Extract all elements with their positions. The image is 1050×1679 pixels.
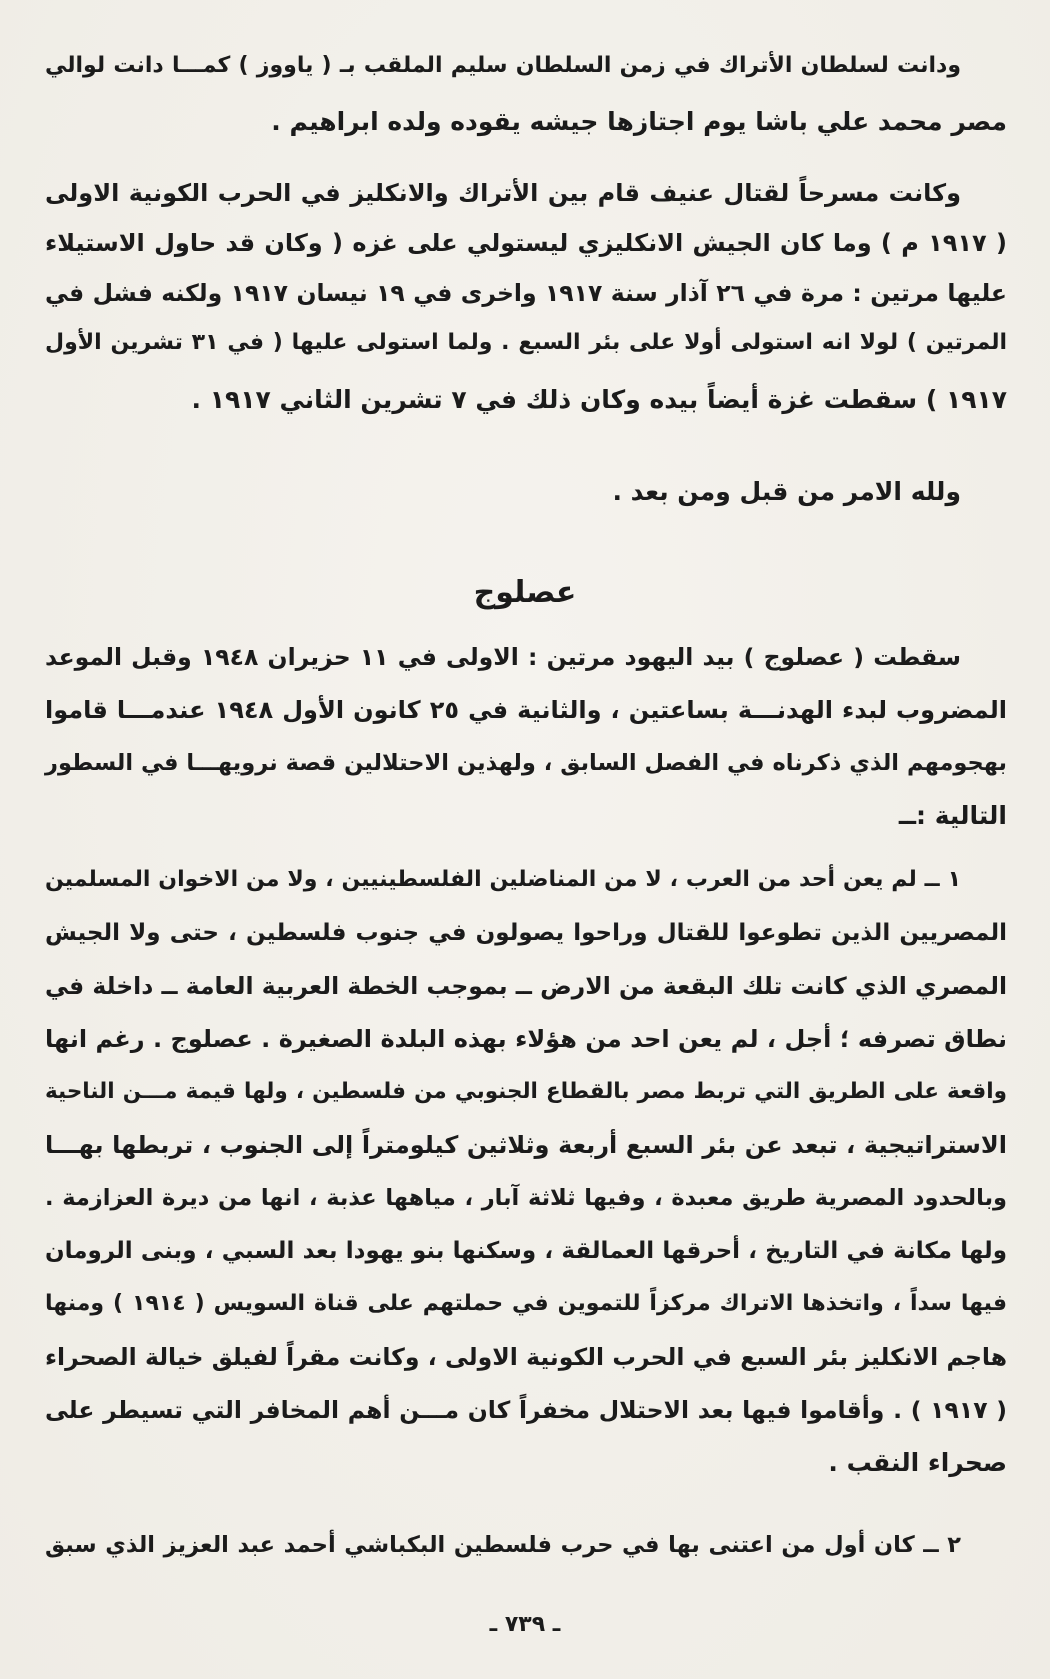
text-line: المصري الذي كانت تلك البقعة من الارض ــ بموجب الخطة العربية العامة ــ داخلة في bbox=[45, 972, 1007, 1000]
text-line: ١ ــ لم يعن أحد من العرب ، لا من المناضلين الفلسطينيين ، ولا من الاخوان المسلمين bbox=[45, 867, 961, 892]
text-line: فيها سداً ، واتخذها الاتراك مركزاً للتموين في حملتهم على قناة السويس ( ١٩١٤ ) ومنها bbox=[45, 1291, 1008, 1316]
text-line: الاستراتيجية ، تبعد عن بئر السبع أربعة وثلاثين كيلومتراً إلى الجنوب ، تربطها بهـــا bbox=[45, 1131, 1007, 1159]
text-line: ٢ ــ كان أول من اعتنى بها في حرب فلسطين البكباشي أحمد عبد العزيز الذي سبق bbox=[45, 1532, 961, 1558]
text-line: المصريين الذين تطوعوا للقتال وراحوا يصولون في جنوب فلسطين ، حتى ولا الجيش bbox=[45, 920, 1007, 946]
text-line: هاجم الانكليز بئر السبع في الحرب الكونية الاولى ، وكانت مقراً لفيلق خيالة الصحراء bbox=[45, 1343, 1007, 1371]
text-line: بهجومهم الذي ذكرناه في الفصل السابق ، ولهذين الاحتلالين قصة نرويهـــا في السطور bbox=[45, 750, 1007, 776]
text-line: ( ١٩١٧ ) . وأقاموا فيها بعد الاحتلال مخفراً كان مـــن أهم المخافر التي تسيطر على bbox=[45, 1396, 1007, 1424]
section-heading: عصلوج bbox=[473, 575, 577, 610]
text-line: ولله الامر من قبل ومن بعد . bbox=[612, 477, 961, 506]
text-line: وكانت مسرحاً لقتال عنيف قام بين الأتراك والانكليز في الحرب الكونية الاولى bbox=[45, 179, 961, 207]
text-line: عليها مرتين : مرة في ٢٦ آذار سنة ١٩١٧ واخرى في ١٩ نيسان ١٩١٧ ولكنه فشل في bbox=[45, 279, 1007, 307]
text-line: المضروب لبدء الهدنـــة بساعتين ، والثانية في ٢٥ كانون الأول ١٩٤٨ عندمـــا قاموا bbox=[45, 696, 1008, 724]
text-line: صحراء النقب . bbox=[828, 1448, 1007, 1477]
text-line: ولها مكانة في التاريخ ، أحرقها العمالقة ، وسكنها بنو يهودا بعد السبي ، وبنى الرومان bbox=[45, 1238, 1007, 1264]
page-number: ـ ٧٣٩ ـ bbox=[489, 1612, 561, 1637]
text-line: التالية :ــ bbox=[898, 801, 1007, 830]
text-line: مصر محمد علي باشا يوم اجتازها جيشه يقوده ولده ابراهيم . bbox=[271, 107, 1007, 136]
text-line: المرتين ) لولا انه استولى أولا على بئر السبع . ولما استولى عليها ( في ٣١ تشرين الأول bbox=[45, 330, 1008, 355]
text-line: ودانت لسلطان الأتراك في زمن السلطان سليم الملقب بـ ( ياووز ) كمـــا دانت لوالي bbox=[45, 53, 961, 78]
text-line: وبالحدود المصرية طريق معبدة ، وفيها ثلاثة آبار ، مياهها عذبة ، انها من ديرة العزازمة . bbox=[45, 1185, 1007, 1211]
text-line: واقعة على الطريق التي تربط مصر بالقطاع الجنوبي من فلسطين ، ولها قيمة مـــن الناحية bbox=[45, 1079, 1007, 1104]
text-line: نطاق تصرفه ؛ أجل ، لم يعن احد من هؤلاء بهذه البلدة الصغيرة . عصلوج . رغم انها bbox=[45, 1025, 1007, 1053]
text-line: ( ١٩١٧ م ) وما كان الجيش الانكليزي ليستولي على غزه ( وكان قد حاول الاستيلاء bbox=[45, 229, 1007, 257]
text-line: سقطت ( عصلوج ) بيد اليهود مرتين : الاولى في ١١ حزيران ١٩٤٨ وقبل الموعد bbox=[45, 643, 961, 671]
text-line: ١٩١٧ ) سقطت غزة أيضاً بيده وكان ذلك في ٧ تشرين الثاني ١٩١٧ . bbox=[191, 385, 1007, 414]
